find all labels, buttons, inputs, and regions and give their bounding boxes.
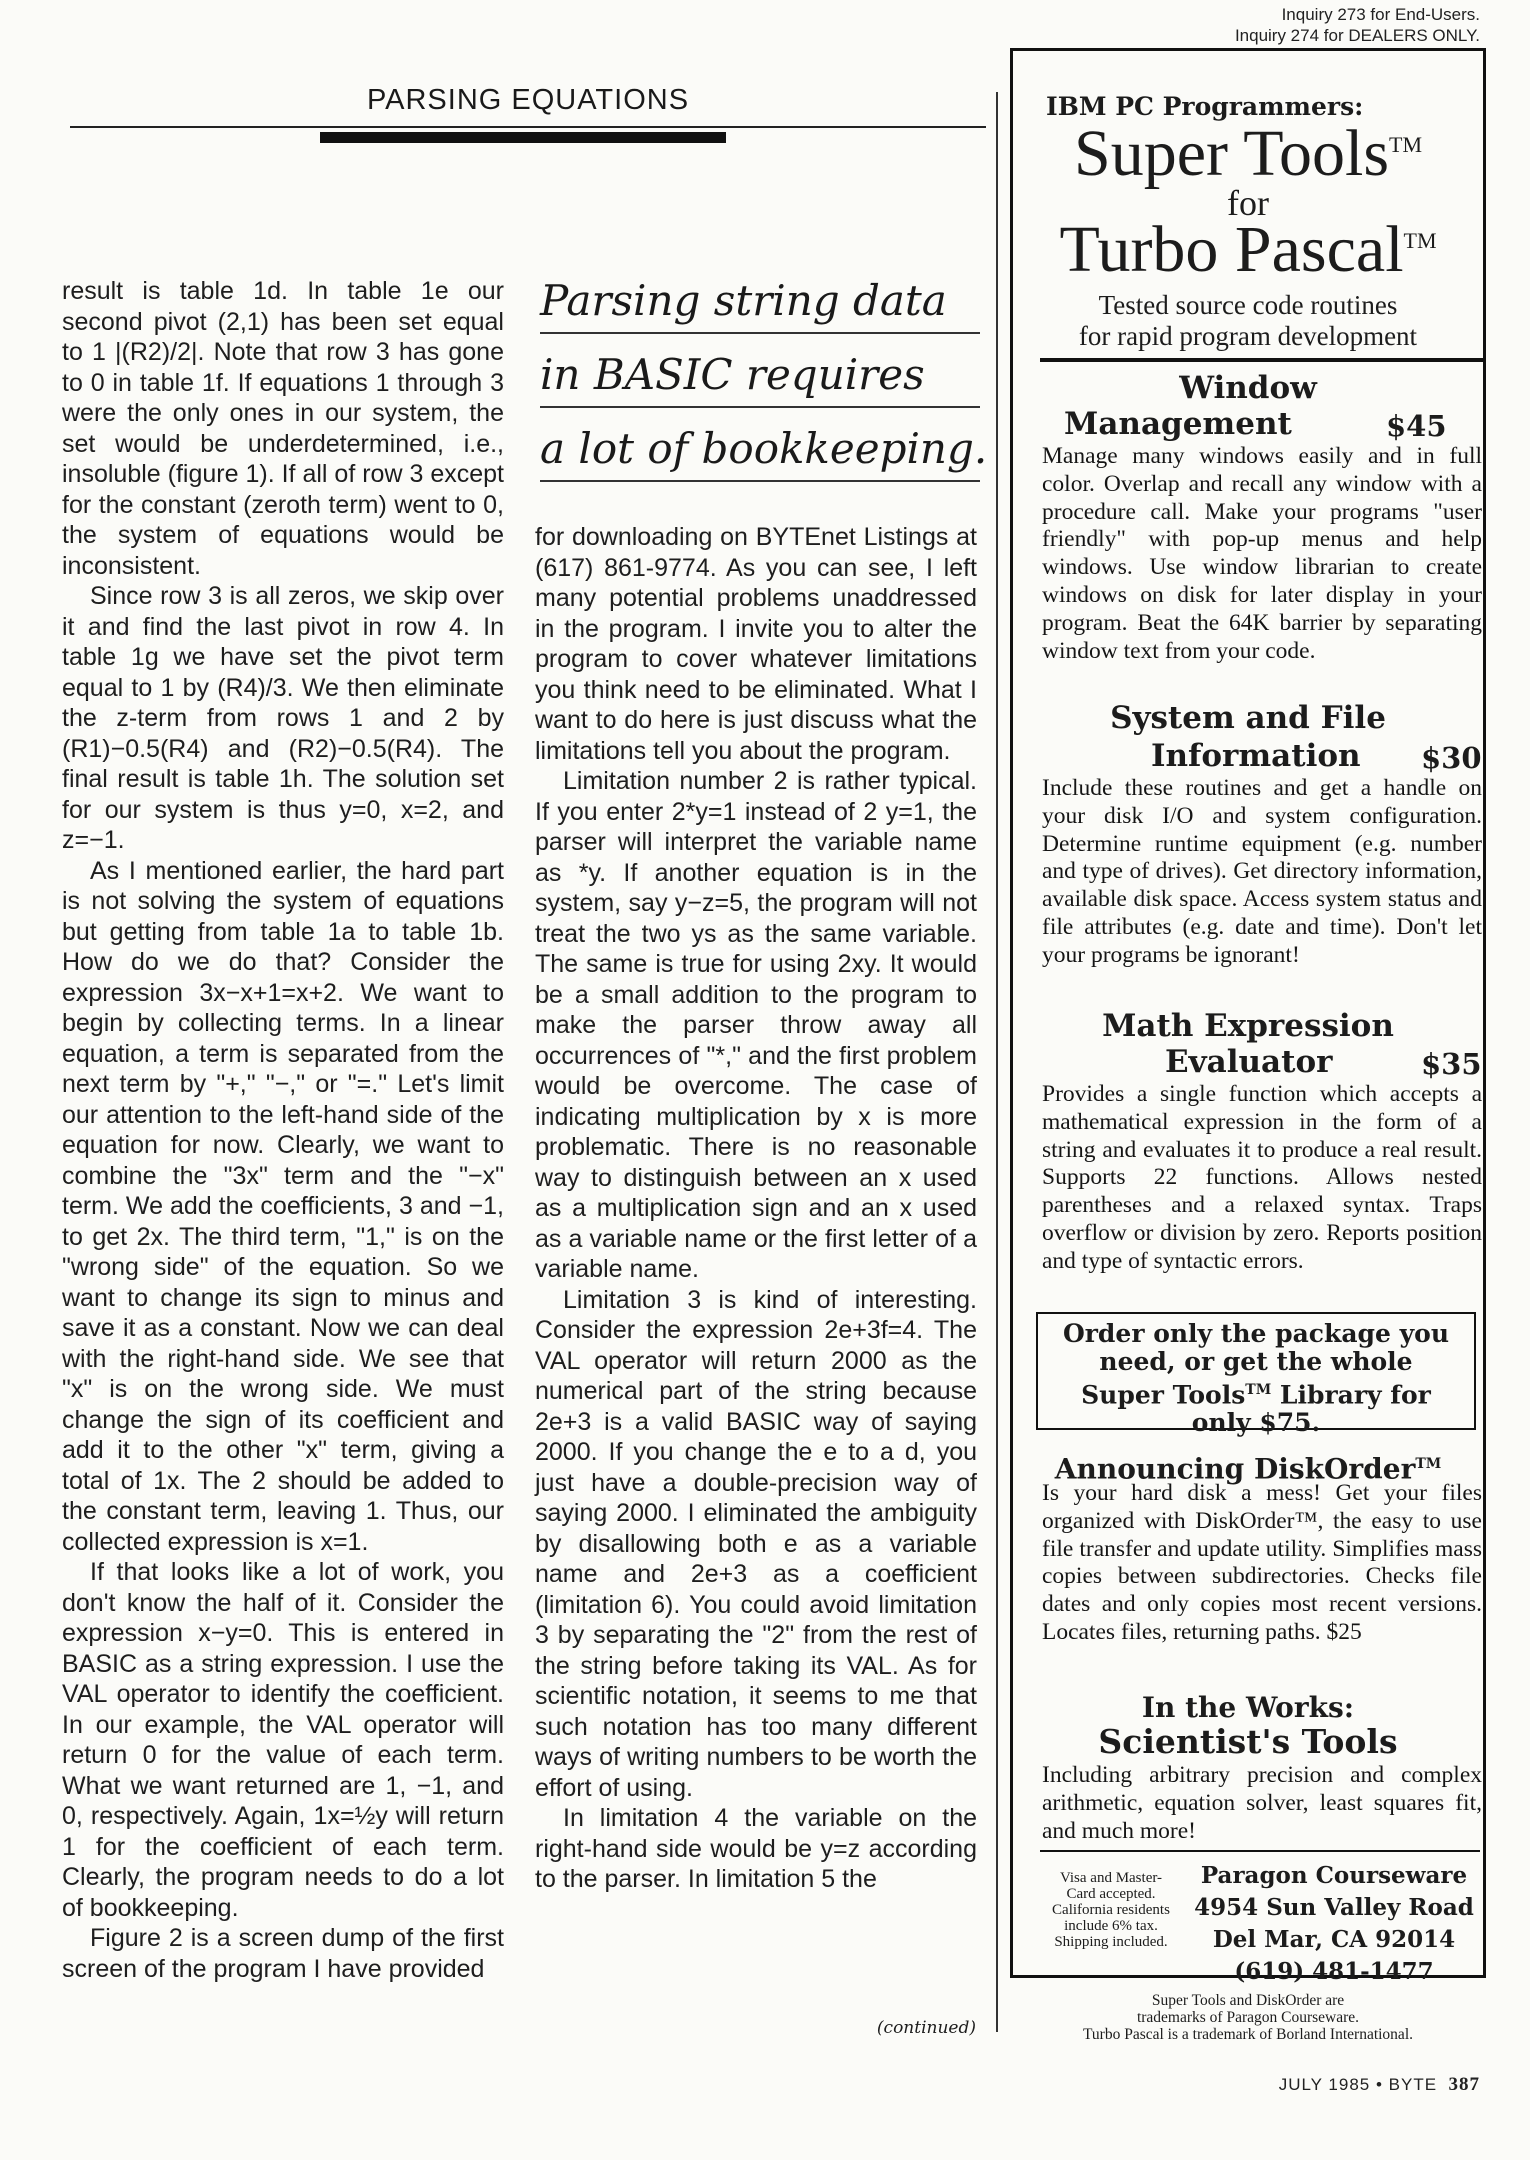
product-heading: Information [1151,738,1361,774]
tagline-line: Tested source code routines [1098,290,1398,320]
order-offer-box [1036,1312,1476,1438]
payment-line: California residents [1052,1902,1170,1918]
inquiry-line: Inquiry 274 for DEALERS ONLY. [1234,26,1480,45]
product-heading-text: Announcing DiskOrder [1054,1452,1416,1486]
company-street: 4954 Sun Valley Road [1194,1894,1474,1921]
company-phone: (619) 481-1477 [1234,1958,1434,1985]
ad-title-text: Turbo Pascal [1059,213,1404,286]
tagline-line: for rapid program development [1078,321,1418,351]
pull-quote-line: in BASIC requires [540,344,980,408]
product-description: Include these routines and get a handle on your disk I/O and system configuration. Determine runtime equipment (e.g. number and type of drives). Get directory information, available disk space. Access system status and file attributes (e.g. date and time). Don't let your programs be ignorant! [1042,775,1482,968]
payment-line: Visa and Master- [1059,1870,1163,1886]
order-line: Order only the package you [1062,1319,1449,1348]
paragraph: result is table 1d. In table 1e our second pivot (2,1) has been set equal to 1 |(R2)/2|. Note that row 3 has gone to 0 in table 1f. If equations 1 through 3 were the only ones in our system, the set would be underdetermined, i.e., insoluble (figure 1). If all of row 3 except for the constant (zeroth term) went to 0, the system of equations would be inconsistent. [62,277,504,580]
product-description: Is your hard disk a mess! Get your files organized with DiskOrder™, the easy to use file transfer and update utility. Simplifies mass copies between subdirectories. Checks file dates and only copies most recent versions. Locates files, returning paths. $25 [1042,1480,1482,1645]
order-line [1038,1376,1474,1409]
article-column-1 [62,276,504,1984]
trademark-symbol: TM [1403,228,1437,253]
trademark-symbol: TM [1415,1456,1442,1472]
paragraph: As I mentioned earlier, the hard part is not solving the system of equations but getting from table 1a to table 1b. How do we do that? Consider the expression 3x−x+1=x+2. We want to begin by collecting terms. In a linear equation, a term is separated from the next term by "+," "−," or "=." Let's limit our attention to the left-hand side of the equation for now. Clearly, we want to combine the "3x" term and the "−x" term. We add the coefficients, 3 and −1, to get 2x. The third term, "1," is on the "wrong side" of the equation. So we want to change its sign to minus and save it as a constant. Now we can deal with the right-hand side. We see that "x" is on the wrong side. We must change the sign of its coefficient and add it to the other "x" term, giving a total of 1x. The 2 should be added to the constant term, leaving 1. Thus, our collected expression is x=1. [62,856,504,1556]
product-description: Provides a single function which accepts a mathematical expression in the form of a string and evaluates it to produce a real result. Supports 22 functions. Allows nested parentheses and a relaxed syntax. Traps overflow or division by zero. Reports position and type of syntactic errors. [1042,1081,1482,1274]
ad-rule [1040,358,1486,362]
header-bar [320,132,726,143]
company-address [1186,1860,1482,1988]
ad-tagline [1010,290,1486,352]
product-heading: Math Expression [1102,1008,1394,1044]
ad-rule [1040,1850,1480,1852]
product-description: Manage many windows easily and in full color. Overlap and recall any window with a procedure call. Make your programs "user friendly" with pop-up menus and help windows. Use window librarian to create windows on disk for later display in your program. Beat the 64K barrier by separating window text from your code. [1042,443,1482,664]
product-heading: Evaluator [1165,1044,1333,1080]
trademark-line: trademarks of Paragon Courseware. [1136,2009,1360,2026]
header-rule [70,126,986,128]
trademark-line: Turbo Pascal is a trademark of Borland International. [1082,2026,1413,2043]
continued-label: (continued) [876,2018,976,2038]
pull-quote-line: Parsing string data [540,270,980,334]
paragraph: for downloading on BYTEnet Listings at (617) 861-9774. As you can see, I left many potential problems unaddressed in the program. I invite you to alter the program to cover whatever limitations you think need to be eliminated. What I want to do here is just discuss what the limitations tell you about the program. [535,523,977,765]
paragraph: Limitation 3 is kind of interesting. Consider the expression 2e+3f=4. The VAL operator will return 2000 as the numerical part of the string because 2e+3 is a valid BASIC way of saying 2000. If you change the e to a d, you just have a double-precision way of saying 2000. I eliminated the ambiguity by disallowing both e as a variable name and 2e+3 as a coefficient (limitation 6). You could avoid limitation 3 by separating the "2" from the rest of the string before taking its VAL. As for scientific notation, it seems to me that such notation has too many different ways of writing numbers to be worth the effort of using. [535,1285,977,1802]
paragraph: Figure 2 is a screen dump of the first screen of the program I have provided [62,1924,504,1983]
folio-text: JULY 1985 • BYTE [1278,2075,1438,2094]
ad-title [1010,212,1486,288]
trademark-notice [1010,1992,1486,2043]
order-line: only $75. [1191,1408,1321,1438]
pull-quote-line: a lot of bookkeeping. [540,418,980,482]
product-price: $45 [1386,409,1447,443]
pull-quote [540,270,988,492]
product-price: $35 [1421,1047,1482,1081]
column-divider [996,92,998,2032]
product-heading: Management [1064,406,1292,442]
order-line: need, or get the whole [1099,1347,1413,1376]
trademark-line: Super Tools and DiskOrder are [1151,1992,1345,2009]
page-number: 387 [1448,2074,1480,2095]
payment-line: Shipping included. [1054,1934,1168,1950]
payment-line: Card accepted. [1066,1886,1156,1902]
paragraph: In limitation 4 the variable on the right-hand side would be y=z according to the parser. In limitation 5 the [535,1804,977,1893]
product-heading: Scientist's Tools [1098,1722,1398,1761]
company-city: Del Mar, CA 92014 [1212,1926,1456,1953]
ad-eyebrow: IBM PC Programmers: [1046,92,1364,121]
ad-title-text: Super Tools [1073,117,1389,190]
ad-title-for: for [1227,183,1269,223]
ad-title [1010,116,1486,192]
product-description: Including arbitrary precision and complex arithmetic, equation solver, least squares fit, and much more! [1042,1762,1482,1844]
paragraph: If that looks like a lot of work, you don't know the half of it. Consider the expression x−y=0. This is entered in BASIC as a string expression. I use the VAL operator to identify the coefficient. In our example, the VAL operator will return 0 for the value of each term. What we want returned are 1, −1, and 0, respectively. Again, 1x=½y will return 1 for the coefficient of each term. Clearly, the program needs to do a lot of bookkeeping. [62,1558,504,1922]
paragraph: Since row 3 is all zeros, we skip over it and find the last pivot in row 4. In table 1g we have set the pivot term equal to 1 by (R4)/3. We then eliminate the z-term from rows 1 and 2 by (R1)−0.5(R4) and (R2)−0.5(R4). The final result is table 1h. The solution set for our system is thus y=0, x=2, and z=−1. [62,582,504,854]
trademark-symbol: TM [1245,1382,1272,1398]
payment-line: include 6% tax. [1064,1918,1158,1934]
inquiry-line: Inquiry 273 for End-Users. [1281,5,1480,24]
company-name: Paragon Courseware [1200,1862,1468,1889]
paragraph: Limitation number 2 is rather typical. If you enter 2*y=1 instead of 2 y=1, the parser will interpret the variable name as *y. If another equation is in the system, say y−z=5, the program will not treat the two ys as the same variable. The same is true for using 2xy. It would be a small addition to the program to make the parser throw away all occurrences of "*," and the first problem would be overcome. The case of indicating multiplication by x is more problematic. There is no reasonable way to distinguish between an x used as a multiplication sign and an x used as a variable name or the first letter of a variable name. [535,767,977,1283]
product-heading: System and File [1110,700,1386,736]
order-text: Library for [1279,1380,1431,1410]
trademark-symbol: TM [1389,132,1422,157]
inquiry-numbers [1180,4,1480,46]
payment-terms [1040,1870,1182,1950]
product-price: $30 [1421,741,1482,775]
product-heading: In the Works: [1141,1691,1355,1724]
page-folio [1190,2074,1480,2096]
order-text: Super Tools [1081,1380,1246,1410]
product-heading: Window [1179,370,1317,406]
article-column-2 [535,522,977,1895]
section-title: PARSING EQUATIONS [366,84,690,116]
